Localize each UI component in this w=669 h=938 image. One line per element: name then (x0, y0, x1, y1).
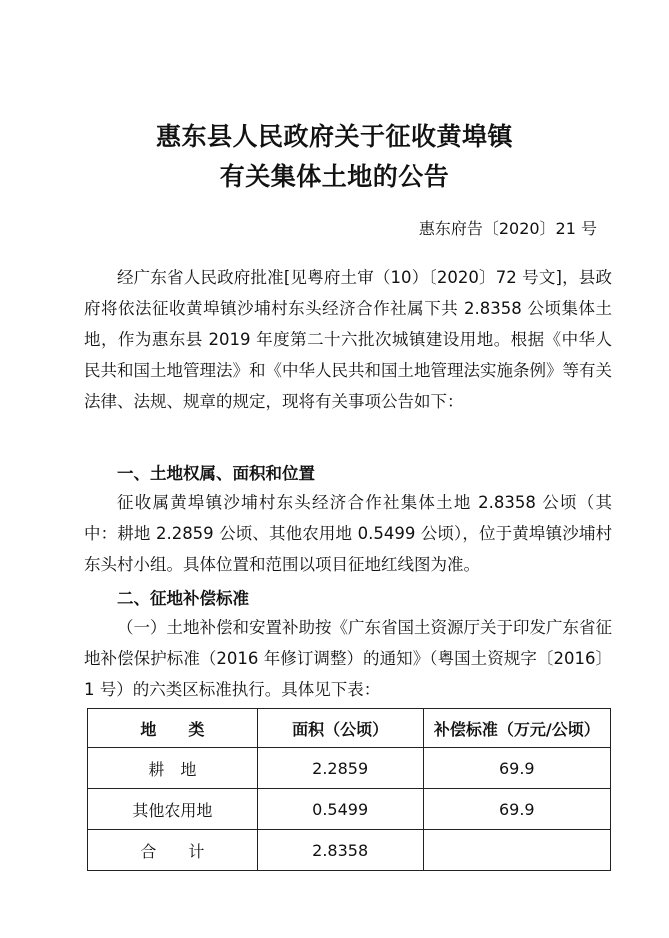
cell-area: 2.8358 (257, 830, 423, 871)
section-2-heading: 二、征地补偿标准 (117, 589, 249, 608)
compensation-table (87, 708, 611, 871)
cell-compensation: 69.9 (423, 789, 610, 830)
header-compensation: 补偿标准（万元/公顷） (423, 709, 610, 748)
cell-land-type: 耕 地 (88, 748, 258, 789)
table-row-total (88, 830, 611, 871)
header-area: 面积（公顷） (257, 709, 423, 748)
cell-compensation: 69.9 (423, 748, 610, 789)
cell-area: 2.2859 (257, 748, 423, 789)
document-number: 惠东府告〔2020〕21 号 (418, 219, 597, 238)
table-row (88, 748, 611, 789)
cell-land-type: 合 计 (88, 830, 258, 871)
section-1-heading: 一、土地权属、面积和位置 (117, 464, 315, 483)
cell-compensation (423, 830, 610, 871)
table-header-row (88, 709, 611, 748)
intro-paragraph: 经广东省人民政府批准[见粤府土审（10）〔2020〕72 号文]，县政府将依法征收黄埠镇沙埔村东头经济合作社属下共 2.8358 公顷集体土地，作为惠东县 2019 年度第二十六批次城镇建设用地。根据《中华人民共和国土地管理法》和《中华人民共和国土地管理法实施条例》等有关法律、法规、规章的规定，现将有关事项公告如下： (84, 268, 612, 411)
section-1-paragraph: 征收属黄埠镇沙埔村东头经济合作社集体土地 2.8358 公顷（其中：耕地 2.2859 公顷、其他农用地 0.5499 公顷），位于黄埠镇沙埔村东头村小组。具体位置和范围以项目征地红线图为准。 (84, 493, 612, 574)
title-line-2: 有关集体土地的公告 (219, 162, 450, 191)
cell-area: 0.5499 (257, 789, 423, 830)
cell-land-type: 其他农用地 (88, 789, 258, 830)
table-row (88, 789, 611, 830)
title-line-1: 惠东县人民政府关于征收黄埠镇 (155, 122, 513, 151)
header-land-type: 地 类 (88, 709, 258, 748)
section-2-paragraph: （一）土地补偿和安置补助按《广东省国土资源厅关于印发广东省征地补偿保护标准（2016 年修订调整）的通知》（粤国土资规字〔2016〕1 号）的六类区标准执行。具体见下表： (84, 618, 612, 699)
